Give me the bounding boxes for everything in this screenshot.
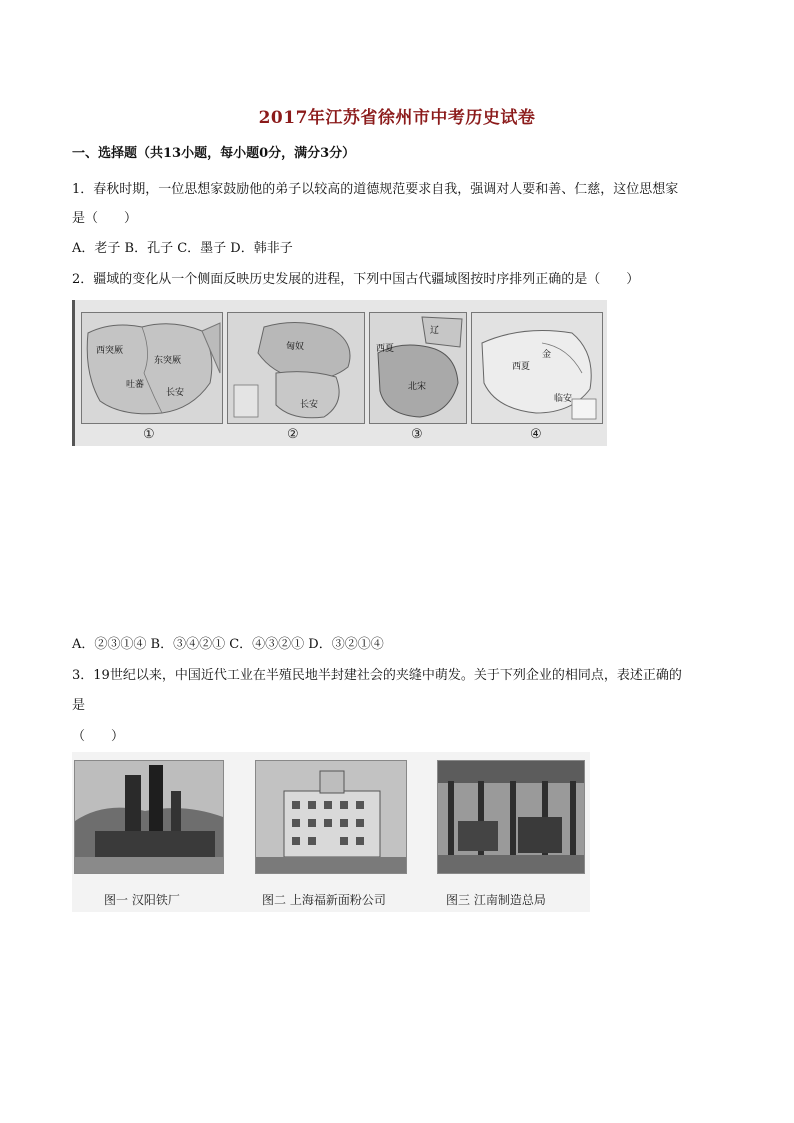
map-number-4: ④ (530, 427, 542, 442)
question-3-stem: 3．19世纪以来，中国近代工业在半殖民地半封建社会的夹缝中萌发。关于下列企业的相同点，表述正确的 (72, 668, 682, 683)
map-1-label-changan: 长安 (166, 388, 185, 398)
question-1-stem-cont: 是（ ） (72, 211, 138, 226)
map-4-drawing (472, 313, 602, 423)
section-heading: 一、选择题（共13小题，每小题0分，满分3分） (72, 146, 356, 161)
map-number-2: ② (287, 427, 299, 442)
map-2 (227, 312, 365, 424)
map-number-1: ① (143, 427, 155, 442)
map-3-drawing (370, 313, 466, 423)
territory-maps-figure (72, 300, 607, 446)
map-3-label-liao: 辽 (430, 326, 440, 336)
map-3 (369, 312, 467, 424)
ironworks-drawing (75, 761, 223, 873)
map-number-3: ③ (411, 427, 423, 442)
map-4 (471, 312, 603, 424)
map-2-drawing (228, 313, 364, 423)
map-2-label-changan: 长安 (300, 400, 319, 410)
question-3-stem-cont: 是 (72, 698, 86, 713)
map-1-label-east-turks: 东突厥 (154, 356, 182, 366)
map-3-label-xixia: 西夏 (376, 344, 395, 354)
map-4-label-linan: 临安 (554, 394, 573, 404)
flour-mill-drawing (256, 761, 406, 873)
map-1-label-tubo: 吐蕃 (126, 380, 145, 390)
question-2-stem: 2．疆域的变化从一个侧面反映历史发展的进程，下列中国古代疆域图按时序排列正确的是（ ） (72, 272, 640, 287)
map-1-drawing (82, 313, 222, 423)
question-1-options: A．老子 B．孔子 C．墨子 D．韩非子 (72, 241, 293, 256)
map-2-label-xiongnu: 匈奴 (286, 342, 305, 352)
arsenal-drawing (438, 761, 584, 873)
caption-figure-1: 图一 汉阳铁厂 (104, 893, 180, 907)
question-3-stem-paren: （ ） (72, 729, 125, 744)
map-4-label-jin: 金 (542, 350, 552, 360)
question-2-options: A．②③①④ B．③④②① C．④③②① D．③②①④ (72, 637, 384, 652)
caption-figure-3: 图三 江南制造总局 (446, 893, 546, 907)
question-1-stem: 1．春秋时期，一位思想家鼓励他的弟子以较高的道德规范要求自我，强调对人要和善、仁慈，这位思想家 (72, 182, 679, 197)
photo-fuxin-flour-mill (255, 760, 407, 874)
photo-jiangnan-arsenal (437, 760, 585, 874)
photo-hanyang-ironworks (74, 760, 224, 874)
map-3-label-northern-song: 北宋 (408, 382, 427, 392)
map-1-label-west-turks: 西突厥 (96, 346, 124, 356)
map-1 (81, 312, 223, 424)
caption-figure-2: 图二 上海福新面粉公司 (262, 893, 386, 907)
map-4-label-xixia: 西夏 (512, 362, 531, 372)
page-title: 2017年江苏省徐州市中考历史试卷 (258, 108, 536, 128)
